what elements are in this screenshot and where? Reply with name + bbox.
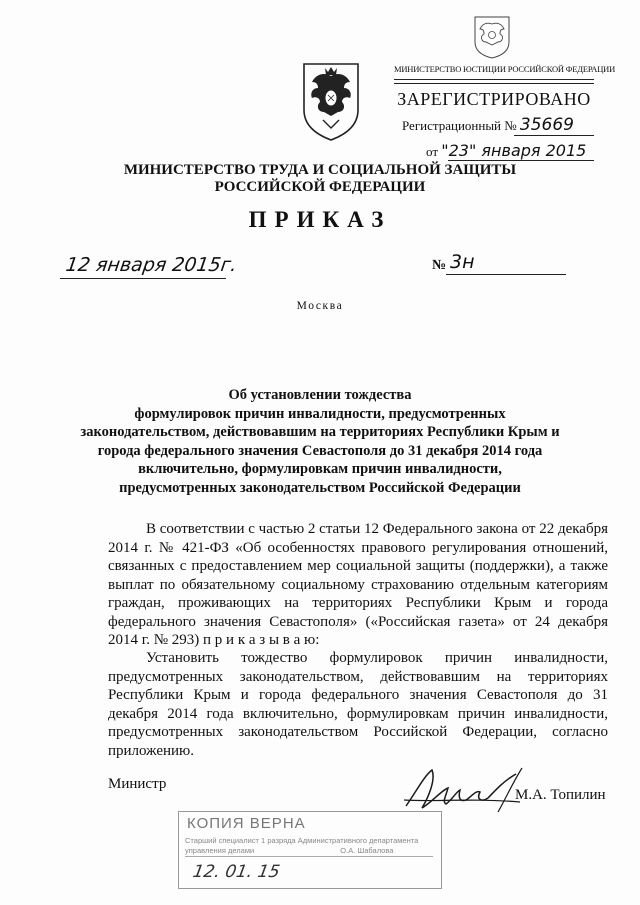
body-paragraph-2: [108, 649, 608, 760]
body-paragraph-text: Установить тождество формулировок причин инвалидности, предусмотренных законодательством, действовавшим на территориях Республики Крым и города федерального значения Севастополя до 31 декабря 2014 года включительно, формулировкам причин инвалидности, предусмотренных законодательством Российской Федерации, согласно приложению.: [108, 650, 608, 759]
registration-stamp: [394, 12, 616, 162]
order-date: 12 января 2015г.: [64, 254, 239, 276]
stamp-date-underline: [448, 160, 594, 161]
subject-line: законодательством, действовавшим на территориях Республики Крым и: [80, 424, 560, 440]
body-paragraph-text: В соответствии с частью 2 статьи 12 Федерального закона от 22 декабря 2014 г. № 421-ФЗ «Об особенностях правового регулирования отношений, связанных с предоставлением мер социальной защиты (поддержки), а также выплат по обязательному социальному страхованию отдельным категориям граждан, проживающих на территориях Республики Крым и города федерального значения Севастополя» («Российская газета» от 24 декабря 2014 г. № 293) п р и к а з ы в а ю:: [108, 521, 608, 648]
copy-stamp-date: 12. 01. 15: [191, 862, 282, 882]
subject-line: предусмотренных законодательством Российской Федерации: [119, 479, 521, 496]
signer-position: Министр: [108, 776, 167, 792]
signer-name: М.А. Топилин: [515, 787, 606, 803]
copy-stamp-line: Старший специалист 1 разряда Административного департамента: [185, 836, 419, 845]
stamp-date-prefix: от: [426, 144, 439, 159]
copy-stamp-title: КОПИЯ ВЕРНА: [187, 815, 306, 832]
city: Москва: [296, 300, 344, 312]
state-emblem-icon: [298, 58, 364, 142]
stamp-number-line: [402, 115, 594, 135]
ministry-name-line2: РОССИЙСКОЙ ФЕДЕРАЦИИ: [214, 179, 426, 195]
order-number: 3н: [450, 251, 475, 273]
order-date-underline: [60, 278, 226, 279]
stamp-ministry: МИНИСТЕРСТВО ЮСТИЦИИ РОССИЙСКОЙ ФЕДЕРАЦИИ: [394, 64, 616, 74]
stamp-date: "23" января 2015: [441, 141, 587, 160]
stamp-date-line: [426, 141, 594, 160]
copy-stamp-text: [185, 836, 435, 856]
subject-line: включительно, формулировкам причин инвалидности,: [138, 461, 502, 477]
copy-stamp-initials: О.А. Шабалова: [340, 846, 394, 855]
body-paragraph-1: [108, 520, 608, 650]
subject-line: города федерального значения Севастополя до 31 декабря 2014 года: [97, 442, 543, 459]
stamp-number-label: Регистрационный №: [402, 118, 517, 133]
stamp-number: 35669: [519, 115, 575, 135]
subject-line: формулировок причин инвалидности, предусмотренных: [134, 405, 506, 422]
stamp-emblem-icon: [472, 14, 512, 60]
order-number-underline: [446, 274, 566, 275]
copy-stamp-rule: [185, 856, 433, 857]
document-type: ПРИКАЗ: [248, 207, 392, 232]
subject-line: Об установлении тождества: [228, 387, 412, 403]
order-number-sign: №: [432, 258, 447, 273]
copy-stamp-line: управления делами О.А. Шабалова: [185, 846, 394, 855]
stamp-status: ЗАРЕГИСТРИРОВАНО: [397, 89, 591, 109]
stamp-number-underline: [514, 135, 594, 136]
order-subject: [60, 386, 580, 497]
ministry-name-line1: МИНИСТЕРСТВО ТРУДА И СОЦИАЛЬНОЙ ЗАЩИТЫ: [123, 162, 517, 178]
stamp-rule: [394, 79, 594, 84]
copy-certified-stamp: [178, 811, 442, 889]
